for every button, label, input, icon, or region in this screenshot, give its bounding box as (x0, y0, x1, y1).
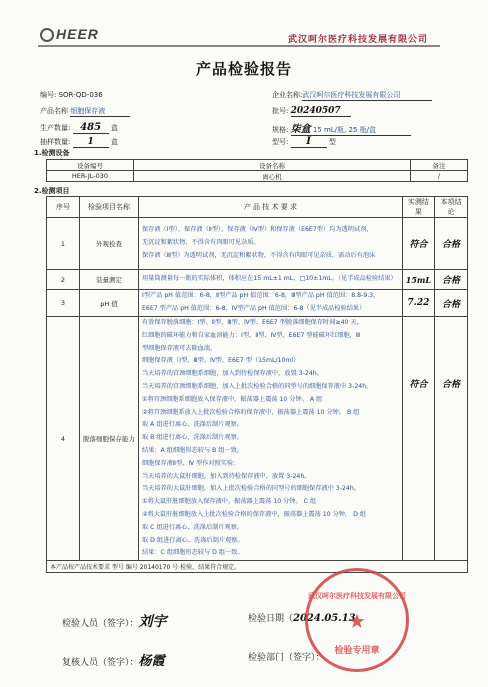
header-divider (38, 45, 440, 47)
item-2-conclusion: 合格 (435, 270, 468, 290)
product-field: 产品名称 细胞保存液 (40, 106, 130, 117)
equipment-section-title: 1.检测设备 (34, 149, 70, 157)
item-3-result: 7.22 (402, 290, 434, 317)
item-1-result: 符合 (402, 218, 434, 270)
item-4-conclusion: 合格 (435, 317, 468, 561)
item-3-name: pH 值 (80, 290, 139, 317)
items-header-no: 序号 (47, 197, 80, 218)
inspector-signature: 刘宇 (138, 614, 167, 630)
equipment-table (46, 159, 468, 182)
equipment-id: HER-JL-030 (47, 171, 134, 182)
spec-field: 规格: 柒盒 15 mL/瓶, 25 瓶/盒 (272, 120, 411, 136)
equipment-remark: / (411, 171, 468, 182)
equipment-header-remark: 备注 (411, 160, 468, 171)
item-2-no: 2 (47, 270, 80, 290)
item-2-name: 装量测定 (80, 270, 139, 290)
inspector-field: 检验人员（签字）：刘宇 (62, 614, 167, 630)
date-field: 检验日期（2024.05.13 (248, 613, 356, 624)
reviewer-field: 复核人员（签字）：杨霞 (62, 654, 165, 669)
item-1-conclusion: 合格 (435, 218, 468, 270)
model-field: 型号: I 型 (272, 136, 336, 147)
items-header-name: 检验项目名称 (80, 197, 139, 218)
items-section-title: 2.检测项目 (34, 187, 70, 195)
item-2-req: 用量筒测量每一瓶的实际体积，体积应在15 mL±1 mL、□10±1mL。（见半成品检验结果） (139, 270, 403, 290)
reviewer-signature: 杨霞 (138, 654, 165, 669)
items-table (46, 196, 468, 573)
header-company-name: 武汉呵尔医疗科技发展有限公司 (287, 35, 428, 45)
item-4-result: 符合 (402, 317, 434, 561)
item-3-no: 3 (47, 290, 80, 317)
item-4-req: 有效保存脱落细胞：Ⅰ型、Ⅱ型、Ⅲ型、Ⅳ型、E6E7 型脱落细胞保存时间≥40 天。 红细胞的破坏能力和自家血溶能力：Ⅰ型、Ⅱ型、Ⅳ型、E6E7 型能破坏红细胞，Ⅲ 型细胞保存液可去除血渍。 细胞保存液（Ⅰ型、Ⅲ型、Ⅳ型、E6E7 型（15mL/10ml） 当天培养的宫颈细胞系细胞，加入到待检保存液中，放置 3-24h。 当天培养的宫颈细胞系细胞，加入上批次检验合格的同型号的细胞保存液中 3-24h。 ①将宫颈细胞系细胞放入保存液中，振荡器上震荡 10 分钟。 A 组 ②将宫颈细胞系放入上批次检验合格的保存液中，振荡器上震荡 10 分钟。 B 组 取 A 组进行离心、洗涤后制片观察。 取 B 组进行离心、洗涤后制片观察。 结果：A 组细胞形态较与 B 组一致。 细胞保存液Ⅱ型、Ⅳ 型作对照实验： 当天培养的大鼠肝细胞，加入到待检保存液中，放置 3-24h。 当天培养的大鼠肝细胞，加入上批次检验合格的同型号的细胞保存液中 3-24h。 ①将大鼠肝脏细胞放入保存液中，振荡器上震荡 10 分钟。 C 组 ②将大鼠肝脏细胞放入上批次检验合格的保存液中，振荡器上震荡 10 分钟。 D 组 取 C 组进行离心、洗涤后制片观察。 取 D 组进行离心、洗涤后制片观察。 结果：C 组细胞形态较与 D 组一致。 (139, 317, 403, 561)
item-2-result: 15mL (402, 270, 434, 290)
item-1-no: 1 (47, 218, 80, 270)
code-field: 编号: SOR-QD-036 (40, 91, 103, 99)
item-4-no: 4 (47, 317, 80, 561)
seal-star-icon: ★ (348, 609, 366, 633)
sample-qty-field: 抽样数量: 1 盒 (40, 137, 118, 147)
dept-field: 检验部门（签字）： (248, 653, 325, 663)
items-footnote: 本产品按产品技术要求 型号 编号 20140170 号 检验，结果符合规定。 (47, 561, 468, 573)
items-header-result: 实测结果 (402, 197, 434, 218)
items-header-conclusion: 本项结论 (435, 197, 468, 218)
item-1-req: 保存液（Ⅰ型）、保存液（Ⅱ型）、保存液（Ⅳ型）和保存液（E6E7型）均为透明试剂， 无沉淀和絮状物，不得含有肉眼可见杂质。 保存液（Ⅲ型）为透明试剂，无沉淀和絮状物，不得含有肉眼可见杂质，需动后有泡沫 (139, 218, 403, 270)
equipment-name: 离心机 (134, 171, 411, 182)
batch-field: 批号: 20240507 (272, 106, 351, 117)
items-header-req: 产 品 技 术 要 求 (139, 197, 403, 218)
equipment-header-id: 设备编号 (47, 160, 134, 171)
item-3-conclusion: 合格 (435, 290, 468, 317)
item-4-name: 脱落细胞保存能力 (80, 317, 139, 561)
item-1-name: 外观检查 (80, 218, 139, 270)
doc-title: 产品检验报告 (195, 60, 292, 78)
company-logo: HEER (40, 26, 99, 42)
logo-mark-icon (40, 28, 54, 42)
item-3-req: Ⅰ型产品 pH 值范围：6-8，Ⅱ型产品 pH 值范围：6-8，Ⅲ型产品 pH 值范围：8.8-9.3， E6E7 型产品 pH 值范围：6-8，Ⅳ型产品 pH 值范围：6-8（见半成品检验结果） (139, 290, 403, 317)
inspection-seal: 武汉呵尔医疗科技发展有限公司 ★ 检验专用章 (305, 568, 409, 672)
enterprise-field: 企业名称:武汉呵尔医疗科技发展有限公司 (272, 90, 432, 101)
production-qty-field: 生产数量: 485 盒 (40, 122, 118, 133)
equipment-header-name: 设备名称 (134, 160, 411, 171)
